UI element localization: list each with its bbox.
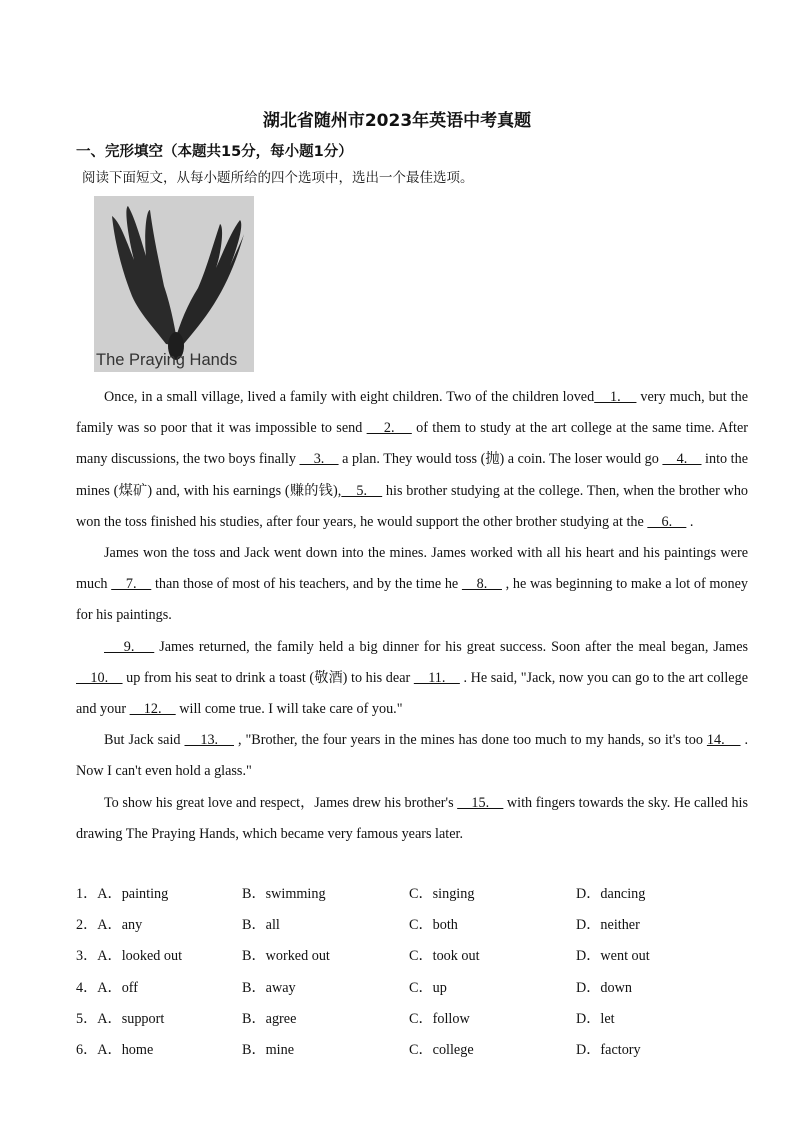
paragraph-3: [76, 632, 748, 726]
options-row-1: [76, 879, 748, 910]
section-heading: 一、完形填空（本题共15分，每小题1分）: [76, 144, 353, 160]
option-d[interactable]: D．down: [576, 979, 632, 996]
option-a[interactable]: 5．A．support: [76, 1010, 165, 1027]
image-caption: The Praying Hands: [96, 351, 238, 369]
text: will come true. I will take care of you.": [175, 701, 403, 718]
option-b[interactable]: B．swimming: [242, 886, 326, 902]
text: .: [686, 513, 694, 530]
text: . He said, "Jack, now you can go to the art college and your: [76, 669, 748, 718]
answer-options: [76, 879, 748, 1066]
text: up from his seat to drink a toast (敬酒) to his dear: [122, 669, 414, 686]
praying-hands-picture: [94, 196, 254, 372]
option-a[interactable]: 2．A．any: [76, 917, 143, 934]
paragraph-4: [76, 725, 748, 787]
paragraph-5: [76, 788, 748, 850]
paragraph-2: [76, 538, 748, 632]
option-c[interactable]: C．college: [409, 1041, 474, 1058]
blank-14[interactable]: 14.: [706, 732, 741, 749]
options-row-6: [76, 1035, 748, 1066]
paragraph-1: [76, 382, 748, 538]
option-c[interactable]: C．both: [409, 917, 458, 934]
option-b[interactable]: B．mine: [242, 1041, 295, 1058]
text: Once, in a small village, lived a family with eight children. Two of the children loved: [104, 389, 595, 405]
text: , he was beginning to make a lot of money for his paintings.: [76, 576, 748, 624]
blank-2[interactable]: 2.: [366, 420, 412, 437]
options-row-2: [76, 910, 748, 941]
option-a[interactable]: 4．A．off: [76, 979, 139, 996]
text: James returned, the family held a big dinner for his great success. Soon after the meal began, James: [154, 638, 749, 655]
blank-11[interactable]: 11.: [413, 669, 460, 686]
blank-3[interactable]: 3.: [299, 451, 339, 468]
option-c[interactable]: C．up: [409, 979, 447, 996]
text: very much, but the family was so poor that it was impossible to send: [76, 389, 748, 437]
blank-12[interactable]: 12.: [129, 701, 176, 718]
option-c[interactable]: C．took out: [409, 948, 480, 965]
option-b[interactable]: B．worked out: [242, 948, 330, 965]
praying-hands-icon: [94, 196, 254, 372]
blank-6[interactable]: 6.: [647, 513, 687, 530]
text: James won the toss and Jack went down into the mines. James worked with all his heart and his paintings were much: [76, 545, 748, 593]
option-a[interactable]: 6．A．home: [76, 1041, 154, 1058]
blank-13[interactable]: 13.: [184, 732, 234, 749]
instruction-text: 阅读下面短文，从每小题所给的四个选项中，选出一个最佳选项。: [82, 170, 474, 186]
options-row-3: [76, 941, 748, 972]
page-title: 湖北省随州市2023年英语中考真题: [262, 111, 532, 131]
text: But Jack said: [104, 732, 185, 749]
blank-1[interactable]: 1.: [594, 389, 637, 405]
option-b[interactable]: B．all: [242, 917, 280, 934]
text: . Now I can't even hold a glass.": [76, 732, 749, 780]
cloze-passage: [76, 382, 748, 850]
text: a plan. They would toss (抛) a coin. The loser would go: [338, 451, 663, 468]
options-row-4: [76, 973, 748, 1004]
text: into the mines (煤矿) and, with his earnings (赚的钱),: [76, 451, 749, 499]
option-b[interactable]: B．agree: [242, 1010, 297, 1027]
text: To show his great love and respect，James drew his brother's: [104, 794, 458, 811]
option-c[interactable]: C．follow: [409, 1010, 470, 1027]
text: his brother studying at the college. Then, when the brother who won the toss finished his studies, after four years, he would support the other brother studying at the: [76, 482, 749, 530]
option-d[interactable]: D．dancing: [576, 886, 646, 902]
blank-15[interactable]: 15.: [457, 794, 504, 811]
blank-4[interactable]: 4.: [662, 451, 702, 468]
option-b[interactable]: B．away: [242, 979, 296, 996]
option-d[interactable]: D．let: [576, 1010, 615, 1027]
options-row-5: [76, 1004, 748, 1035]
blank-5[interactable]: 5.: [341, 482, 383, 499]
option-d[interactable]: D．neither: [576, 917, 640, 934]
option-c[interactable]: C．singing: [409, 886, 475, 902]
option-d[interactable]: D．went out: [576, 948, 650, 965]
option-d[interactable]: D．factory: [576, 1041, 641, 1058]
blank-9[interactable]: 9.: [104, 638, 155, 655]
text: with fingers towards the sky. He called his drawing The Praying Hands, which became very famous years later.: [76, 794, 748, 842]
blank-7[interactable]: 7.: [111, 576, 152, 593]
option-a[interactable]: 1．A．painting: [76, 886, 169, 902]
blank-8[interactable]: 8.: [461, 576, 502, 593]
text: , "Brother, the four years in the mines has done too much to my hands, so it's too: [233, 732, 707, 749]
blank-10[interactable]: 10.: [76, 669, 123, 686]
text: of them to study at the art college at the same time. After many discussions, the two boys finally: [76, 420, 748, 468]
option-a[interactable]: 3．A．looked out: [76, 948, 183, 965]
text: than those of most of his teachers, and by the time he: [151, 576, 462, 593]
